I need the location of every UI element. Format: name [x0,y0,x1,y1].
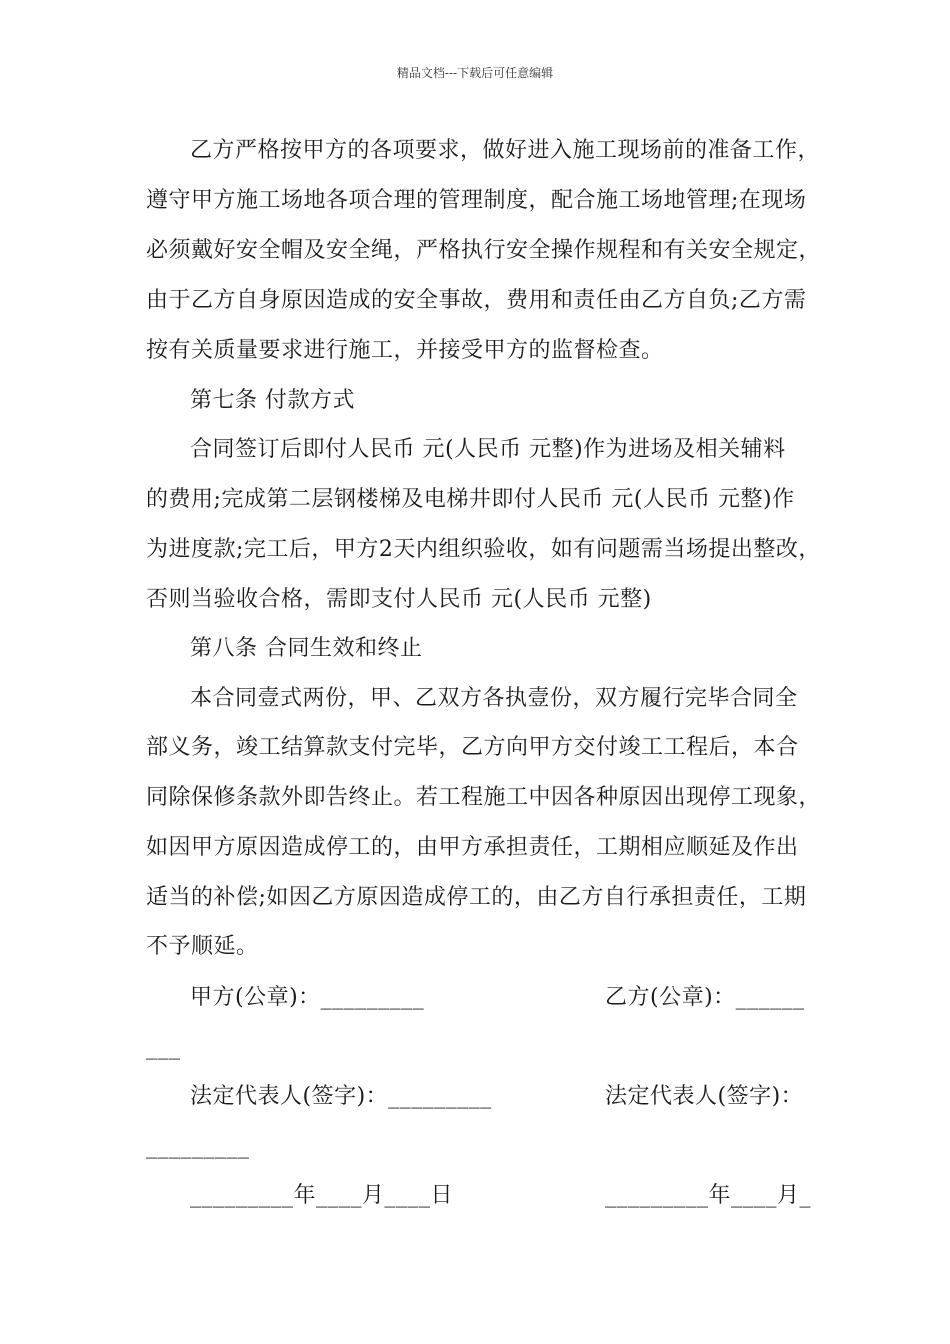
party-a-seal-field: 甲方(公章)：_________ [190,985,425,1010]
article-seven-heading: 第七条 付款方式 [190,388,355,413]
termination-line-2: 部义务，竣工结算款支付完毕，乙方向甲方交付竣工工程后，本合 [146,735,799,760]
clause-six-line-3: 必须戴好安全帽及安全绳，严格执行安全操作规程和有关安全规定， [146,238,822,263]
termination-line-1: 本合同壹式两份，甲、乙双方各执壹份，双方履行完毕合同全 [190,686,798,711]
clause-six-line-5: 按有关质量要求进行施工，并接受甲方的监督检查。 [146,338,664,363]
termination-line-3: 同除保修条款外即告终止。若工程施工中因各种原因出现停工现象， [146,785,822,810]
clause-six-line-2: 遵守甲方施工场地各项合理的管理制度，配合施工场地管理;在现场 [146,188,807,213]
clause-six-line-4: 由于乙方自身原因造成的安全事故，费用和责任由乙方自负;乙方需 [146,288,807,313]
payment-line-1: 合同签订后即付人民币 元(人民币 元整)作为进场及相关辅料 [190,437,786,462]
party-b-seal-field: 乙方(公章)：______ [605,985,805,1010]
party-b-representative-continued: _________ [146,1134,250,1159]
article-eight-heading: 第八条 合同生效和终止 [190,636,423,661]
party-b-date-field: _________年____月_ [605,1183,812,1208]
party-b-seal-field-continued: ___ [146,1035,181,1060]
party-a-representative-field: 法定代表人(签字)：_________ [190,1084,492,1109]
clause-six-line-1: 乙方严格按甲方的各项要求，做好进入施工现场前的准备工作， [190,138,821,163]
payment-line-4: 否则当验收合格，需即支付人民币 元(人民币 元整) [146,587,652,612]
payment-line-2: 的费用;完成第二层钢楼梯及电梯井即付人民币 元(人民币 元整)作 [146,487,795,512]
party-a-date-field: _________年____月____日 [190,1183,454,1208]
page-header: 精品文档---下载后可任意编辑 [396,66,554,80]
termination-line-6: 不予顺延。 [146,934,259,959]
termination-line-5: 适当的补偿;如因乙方原因造成停工的，由乙方自行承担责任，工期 [146,885,807,910]
payment-line-3: 为进度款;完工后，甲方2天内组织验收，如有问题需当场提出整改， [146,537,821,562]
party-b-representative-field: 法定代表人(签字)： [605,1084,804,1109]
termination-line-4: 如因甲方原因造成停工的，由甲方承担责任，工期相应顺延及作出 [146,835,799,860]
